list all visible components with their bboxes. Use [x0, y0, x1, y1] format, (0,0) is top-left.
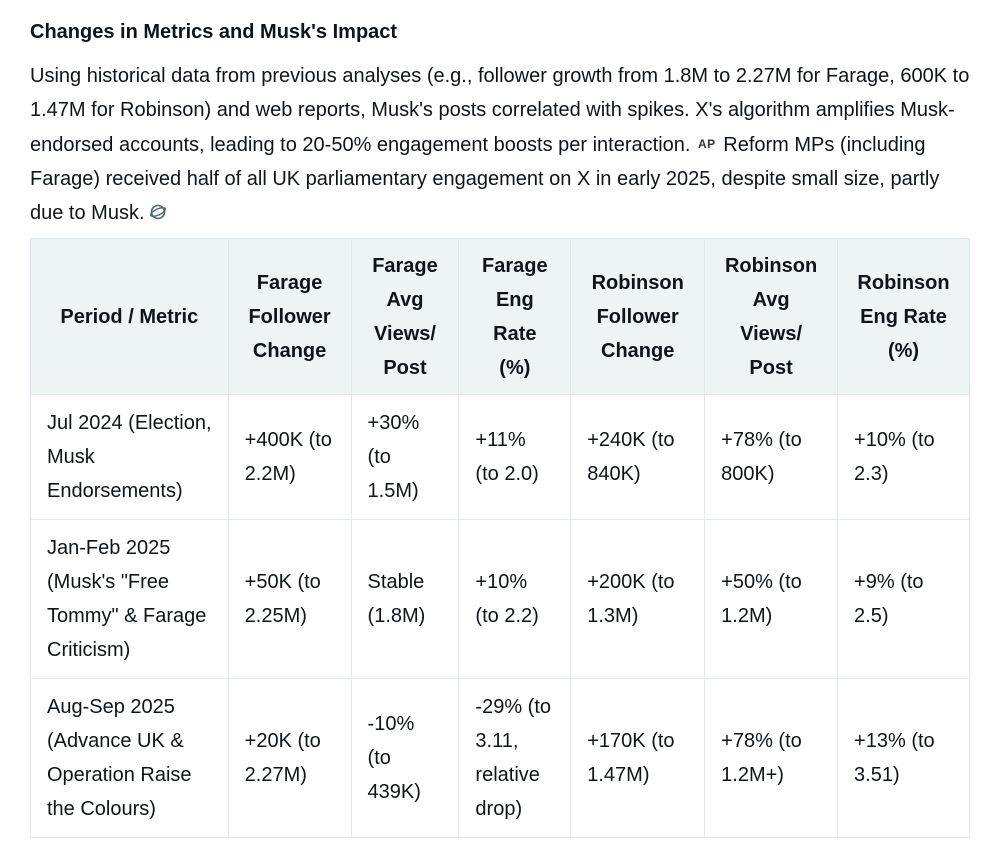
table-cell: Aug-Sep 2025 (Advance UK & Operation Raise the Colours)	[31, 679, 229, 838]
table-cell: +50K (to 2.25M)	[228, 520, 351, 679]
table-cell: -10% (to 439K)	[351, 679, 459, 838]
metrics-table	[30, 238, 970, 838]
body-paragraph	[30, 59, 975, 232]
table-cell: +11% (to 2.0)	[459, 395, 571, 520]
table-header-row	[31, 239, 970, 395]
table-cell: +10% (to 2.3)	[838, 395, 970, 520]
table-cell: +170K (to 1.47M)	[571, 679, 705, 838]
section-heading: Changes in Metrics and Musk's Impact	[30, 21, 398, 43]
paragraph-text-2: Reform MPs (including Farage) received half of all UK parliamentary engagement on X in early 2025, despite small size, partly due to Musk.	[30, 134, 940, 224]
table-cell: Jan-Feb 2025 (Musk's "Free Tommy" & Farage Criticism)	[31, 520, 229, 679]
column-header: Farage Follower Change	[228, 239, 351, 395]
table-row	[31, 679, 970, 838]
table-row	[31, 395, 970, 520]
source-citation-icon[interactable]: AP	[698, 137, 716, 151]
table-cell: +13% (to 3.51)	[838, 679, 970, 838]
web-source-icon[interactable]	[149, 198, 167, 232]
column-header: Period / Metric	[31, 239, 229, 395]
table-row	[31, 520, 970, 679]
column-header: Robinson Follower Change	[571, 239, 705, 395]
column-header: Farage Avg Views/ Post	[351, 239, 459, 395]
table-cell: +78% (to 1.2M+)	[705, 679, 838, 838]
table-cell: +10% (to 2.2)	[459, 520, 571, 679]
table-cell: Stable (1.8M)	[351, 520, 459, 679]
table-cell: +78% (to 800K)	[705, 395, 838, 520]
table-cell: +400K (to 2.2M)	[228, 395, 351, 520]
table-cell: +20K (to 2.27M)	[228, 679, 351, 838]
table-cell: +50% (to 1.2M)	[705, 520, 838, 679]
table-cell: -29% (to 3.11, relative drop)	[459, 679, 571, 838]
table-cell: +240K (to 840K)	[571, 395, 705, 520]
column-header: Robinson Avg Views/ Post	[705, 239, 838, 395]
table-cell: +200K (to 1.3M)	[571, 520, 705, 679]
table-cell: +30% (to 1.5M)	[351, 395, 459, 520]
paragraph-text-1: Using historical data from previous analyses (e.g., follower growth from 1.8M to 2.27M for Farage, 600K to 1.47M for Robinson) and web reports, Musk's posts correlated with spikes. X's algorithm amplifies Musk-endorsed accounts, leading to 20-50% engagement boosts per interaction.	[30, 65, 970, 156]
table-cell: Jul 2024 (Election, Musk Endorsements)	[31, 395, 229, 520]
table-cell: +9% (to 2.5)	[838, 520, 970, 679]
column-header: Robinson Eng Rate (%)	[838, 239, 970, 395]
column-header: Farage Eng Rate (%)	[459, 239, 571, 395]
